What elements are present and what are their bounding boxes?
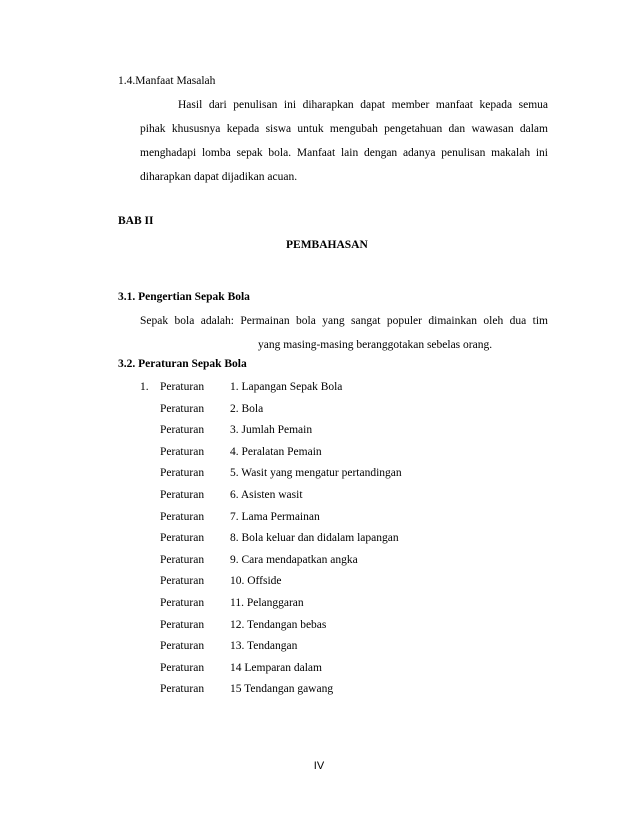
rule-item: 13. Tendangan — [230, 640, 298, 652]
section-1-4-line-1: Hasil dari penulisan ini diharapkan dapat member manfaat kepada semua — [178, 99, 548, 111]
page-number: IV — [313, 760, 325, 772]
chapter-label: BAB II — [118, 215, 154, 227]
rule-label: Peraturan — [160, 619, 205, 631]
rule-item: 15 Tendangan gawang — [230, 683, 334, 695]
section-1-4-heading: 1.4.Manfaat Masalah — [118, 75, 216, 87]
rule-label: Peraturan — [160, 597, 205, 609]
rule-item: 7. Lama Permainan — [230, 511, 320, 523]
rule-label: Peraturan — [160, 381, 205, 393]
rules-list-number: 1. — [140, 381, 149, 393]
rule-item: 3. Jumlah Pemain — [230, 424, 313, 436]
rule-label: Peraturan — [160, 489, 205, 501]
rule-item: 11. Pelanggaran — [230, 597, 304, 609]
rule-label: Peraturan — [160, 683, 205, 695]
section-1-4-line-3: menghadapi lomba sepak bola. Manfaat lain dengan adanya penulisan makalah ini — [140, 147, 548, 159]
section-3-1-heading: 3.1. Pengertian Sepak Bola — [118, 291, 250, 303]
rule-item: 6. Asisten wasit — [230, 489, 303, 501]
rule-label: Peraturan — [160, 467, 205, 479]
rule-item: 8. Bola keluar dan didalam lapangan — [230, 532, 399, 544]
rule-item: 2. Bola — [230, 403, 264, 415]
rule-label: Peraturan — [160, 640, 205, 652]
rule-label: Peraturan — [160, 446, 205, 458]
rule-item: 4. Peralatan Pemain — [230, 446, 322, 458]
rule-label: Peraturan — [160, 554, 205, 566]
rule-item: 5. Wasit yang mengatur pertandingan — [230, 467, 402, 479]
rule-label: Peraturan — [160, 511, 205, 523]
rule-item: 12. Tendangan bebas — [230, 619, 327, 631]
section-3-1-line-2: yang masing-masing beranggotakan sebelas orang. — [258, 339, 493, 351]
chapter-title: PEMBAHASAN — [286, 239, 368, 251]
rule-label: Peraturan — [160, 403, 205, 415]
rule-item: 9. Cara mendapatkan angka — [230, 554, 358, 566]
rule-item: 14 Lemparan dalam — [230, 662, 322, 674]
rule-label: Peraturan — [160, 662, 205, 674]
rule-item: 10. Offside — [230, 575, 282, 587]
section-1-4-line-2: pihak khususnya kepada siswa untuk mengubah pengetahuan dan wawasan dalam — [140, 123, 548, 135]
rule-item: 1. Lapangan Sepak Bola — [230, 381, 343, 393]
section-3-1-line-1: Sepak bola adalah: Permainan bola yang sangat populer dimainkan oleh dua tim — [140, 315, 548, 327]
rule-label: Peraturan — [160, 575, 205, 587]
rule-label: Peraturan — [160, 532, 205, 544]
section-1-4-line-4: diharapkan dapat dijadikan acuan. — [140, 171, 298, 183]
section-3-2-heading: 3.2. Peraturan Sepak Bola — [118, 358, 247, 370]
rule-label: Peraturan — [160, 424, 205, 436]
